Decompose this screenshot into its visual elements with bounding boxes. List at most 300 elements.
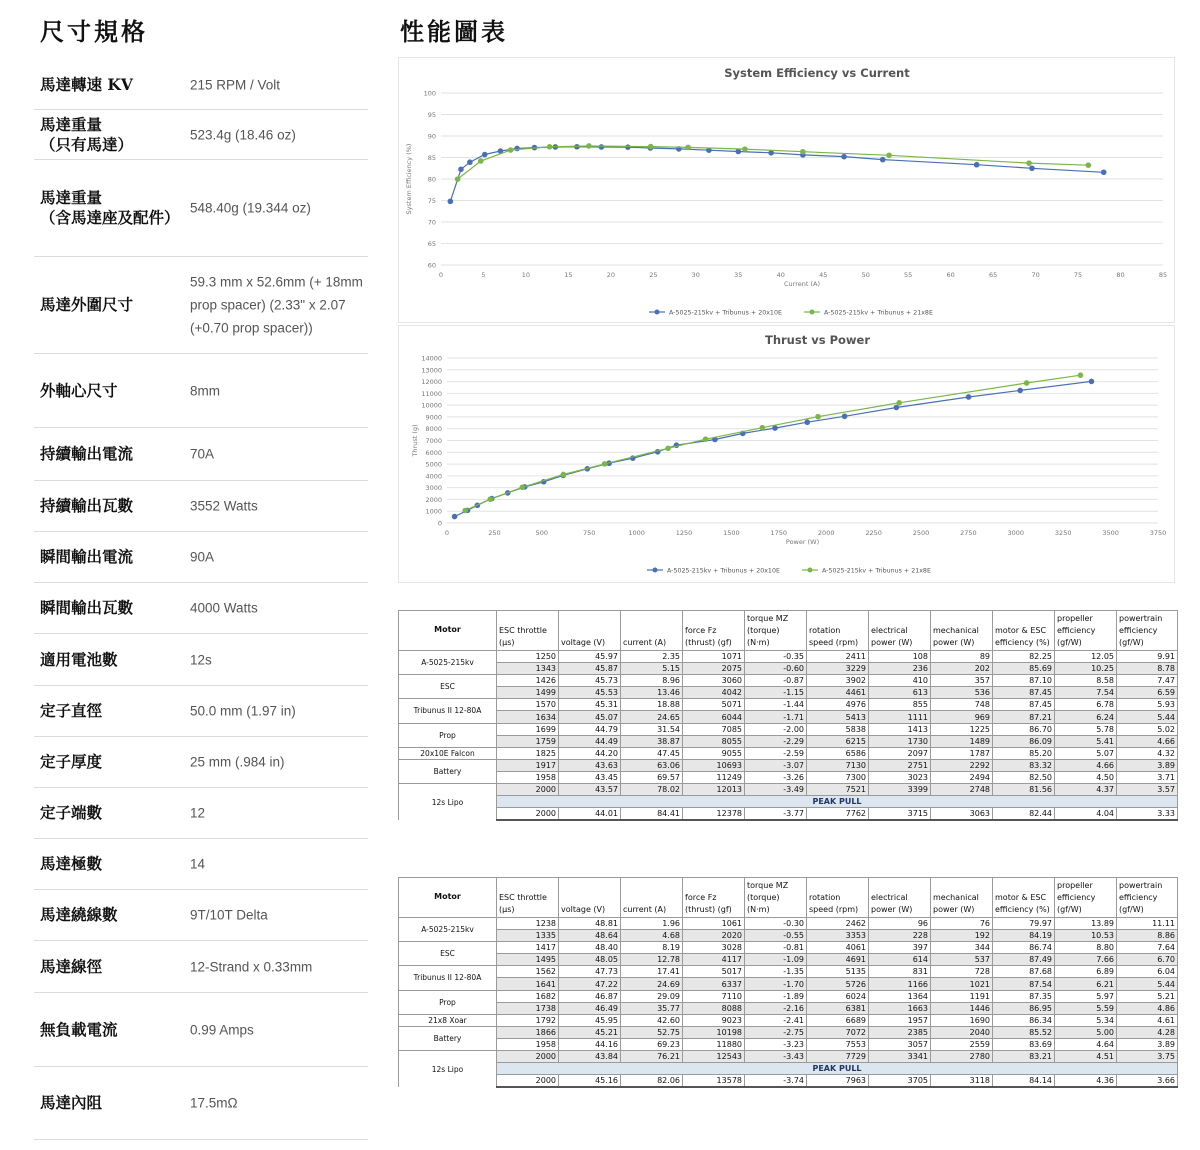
peak-cell: 82.06 bbox=[621, 1075, 683, 1088]
x-tick-label: 5 bbox=[481, 271, 486, 279]
table-cell: 1958 bbox=[497, 771, 559, 783]
table-cell: 63.06 bbox=[621, 759, 683, 771]
data-point bbox=[1078, 372, 1084, 378]
component-label: 20x10E Falcon bbox=[399, 747, 497, 759]
x-tick-label: 55 bbox=[904, 271, 913, 279]
x-tick-label: 75 bbox=[1073, 271, 1083, 279]
table-row bbox=[399, 711, 1178, 723]
x-tick-label: 65 bbox=[988, 271, 998, 279]
data-point bbox=[1029, 165, 1035, 171]
series-line bbox=[465, 375, 1080, 510]
table-cell: 1166 bbox=[869, 978, 931, 990]
table-cell: 1499 bbox=[497, 687, 559, 699]
column-header: torque MZ (torque) (N·m) bbox=[745, 878, 807, 918]
table-cell: 7.47 bbox=[1117, 675, 1178, 687]
table-cell: 43.84 bbox=[559, 1051, 621, 1063]
table-cell: 87.45 bbox=[993, 687, 1055, 699]
spec-row bbox=[34, 481, 368, 532]
data-point bbox=[842, 413, 848, 419]
table-cell: 7729 bbox=[807, 1051, 869, 1063]
table-cell: 5.93 bbox=[1117, 699, 1178, 711]
table-cell: 3057 bbox=[869, 1038, 931, 1050]
column-header: Motor bbox=[399, 878, 497, 918]
data-point bbox=[896, 400, 902, 406]
x-tick-label: 25 bbox=[649, 271, 658, 279]
data-point bbox=[561, 472, 567, 478]
spec-label: 定子端數 bbox=[40, 803, 103, 822]
spec-row bbox=[34, 1067, 368, 1140]
peak-cell: 3.33 bbox=[1117, 808, 1178, 821]
table-header-row bbox=[399, 878, 1178, 918]
data-point bbox=[974, 162, 980, 168]
x-tick-label: 500 bbox=[535, 529, 549, 537]
data-point bbox=[966, 394, 972, 400]
table-cell: 3023 bbox=[869, 771, 931, 783]
table-row bbox=[399, 808, 1178, 821]
table-cell: 1071 bbox=[683, 651, 745, 663]
table-cell: 1.96 bbox=[621, 918, 683, 930]
table-cell: 13.89 bbox=[1055, 918, 1117, 930]
table-cell: -1.70 bbox=[745, 978, 807, 990]
table-cell: 1225 bbox=[931, 723, 993, 735]
component-label: 12s Lipo bbox=[399, 784, 497, 821]
table-cell: -3.26 bbox=[745, 771, 807, 783]
table-cell: -2.16 bbox=[745, 1002, 807, 1014]
table-cell: 3341 bbox=[869, 1051, 931, 1063]
x-tick-label: 70 bbox=[1031, 271, 1040, 279]
table-cell: 52.75 bbox=[621, 1026, 683, 1038]
table-cell: 44.16 bbox=[559, 1038, 621, 1050]
table-row bbox=[399, 687, 1178, 699]
table-cell: 1413 bbox=[869, 723, 931, 735]
spec-row bbox=[34, 993, 368, 1067]
table-cell: 87.35 bbox=[993, 990, 1055, 1002]
legend-label: A-5025-215kv + Tribunus + 20x10E bbox=[669, 309, 782, 317]
table-cell: 17.41 bbox=[621, 966, 683, 978]
table-cell: 45.21 bbox=[559, 1026, 621, 1038]
y-tick-label: 2000 bbox=[425, 495, 442, 504]
data-point bbox=[1089, 379, 1095, 385]
table-cell: -2.29 bbox=[745, 735, 807, 747]
table-cell: 6.21 bbox=[1055, 978, 1117, 990]
x-tick-label: 3000 bbox=[1007, 529, 1025, 537]
component-label: Prop bbox=[399, 723, 497, 747]
table-row bbox=[399, 699, 1178, 711]
x-tick-label: 1750 bbox=[770, 529, 788, 537]
data-point bbox=[894, 405, 900, 411]
table-cell: 87.54 bbox=[993, 978, 1055, 990]
table-row bbox=[399, 771, 1178, 783]
table-cell: 44.49 bbox=[559, 735, 621, 747]
x-tick-label: 250 bbox=[488, 529, 501, 537]
spec-label: 適用電池數 bbox=[40, 649, 118, 669]
peak-cell: 2000 bbox=[497, 1075, 559, 1088]
table-cell: 1335 bbox=[497, 930, 559, 942]
table-cell: 1250 bbox=[497, 651, 559, 663]
table-cell: 6.04 bbox=[1117, 966, 1178, 978]
table-cell: 1787 bbox=[931, 747, 993, 759]
y-tick-label: 1000 bbox=[425, 507, 442, 516]
table-cell: 4.61 bbox=[1117, 1014, 1178, 1026]
table-cell: 5.41 bbox=[1055, 735, 1117, 747]
table-row bbox=[399, 1014, 1178, 1026]
data-point bbox=[880, 157, 886, 163]
table-cell: -1.89 bbox=[745, 990, 807, 1002]
table-cell: 48.40 bbox=[559, 942, 621, 954]
series-line bbox=[450, 147, 1103, 202]
table-cell: 1730 bbox=[869, 735, 931, 747]
table-cell: 7553 bbox=[807, 1038, 869, 1050]
table-cell: 5071 bbox=[683, 699, 745, 711]
table-cell: 4.86 bbox=[1117, 1002, 1178, 1014]
spec-value: 548.40g (19.344 oz) bbox=[190, 200, 311, 216]
table-cell: 1738 bbox=[497, 1002, 559, 1014]
data-point bbox=[586, 143, 592, 149]
table-cell: 1417 bbox=[497, 942, 559, 954]
table-cell: 108 bbox=[869, 651, 931, 663]
spec-label: 馬達外圍尺寸 bbox=[40, 295, 134, 314]
y-tick-label: 5000 bbox=[425, 460, 442, 469]
data-point bbox=[487, 496, 493, 502]
table-cell: 12.78 bbox=[621, 954, 683, 966]
table-cell: 87.45 bbox=[993, 699, 1055, 711]
table-cell: -1.44 bbox=[745, 699, 807, 711]
table-cell: 47.73 bbox=[559, 966, 621, 978]
x-tick-label: 15 bbox=[564, 271, 573, 279]
table-row bbox=[399, 784, 1178, 796]
y-tick-label: 12000 bbox=[421, 378, 442, 387]
x-tick-label: 20 bbox=[606, 271, 616, 279]
x-tick-label: 1500 bbox=[723, 529, 740, 537]
legend-label: A-5025-215kv + Tribunus + 21x8E bbox=[822, 567, 931, 575]
table-cell: 1866 bbox=[497, 1026, 559, 1038]
table-cell: 6381 bbox=[807, 1002, 869, 1014]
spec-row bbox=[34, 941, 368, 993]
table-cell: 2494 bbox=[931, 771, 993, 783]
table-cell: 4.64 bbox=[1055, 1038, 1117, 1050]
component-label: ESC bbox=[399, 942, 497, 966]
column-header: torque MZ (torque) (N·m) bbox=[745, 611, 807, 651]
y-tick-label: 10000 bbox=[421, 401, 442, 410]
column-header: electrical power (W) bbox=[869, 611, 931, 651]
table-cell: -1.71 bbox=[745, 711, 807, 723]
table-row bbox=[399, 978, 1178, 990]
table-cell: 6.59 bbox=[1117, 687, 1178, 699]
data-point bbox=[448, 199, 454, 205]
table-cell: 12013 bbox=[683, 784, 745, 796]
table-cell: 3.89 bbox=[1117, 1038, 1178, 1050]
table-cell: 3399 bbox=[869, 784, 931, 796]
data-point bbox=[599, 144, 605, 150]
data-point bbox=[815, 414, 821, 420]
table-cell: 6.78 bbox=[1055, 699, 1117, 711]
table-cell: 48.64 bbox=[559, 930, 621, 942]
spec-label: 持續輸出電流 bbox=[40, 444, 134, 463]
table-cell: 5.34 bbox=[1055, 1014, 1117, 1026]
y-tick-label: 70 bbox=[427, 218, 436, 227]
peak-cell: 3705 bbox=[869, 1075, 931, 1088]
table-cell: 537 bbox=[931, 954, 993, 966]
x-tick-label: 50 bbox=[861, 271, 870, 279]
y-tick-label: 4000 bbox=[425, 472, 442, 481]
data-point bbox=[800, 149, 806, 155]
table-cell: 1562 bbox=[497, 966, 559, 978]
column-header: mechanical power (W) bbox=[931, 878, 993, 918]
table-cell: 6024 bbox=[807, 990, 869, 1002]
efficiency-chart-svg bbox=[399, 58, 1176, 324]
y-tick-label: 90 bbox=[427, 132, 436, 141]
x-tick-label: 40 bbox=[776, 271, 785, 279]
table-cell: 8.58 bbox=[1055, 675, 1117, 687]
table-cell: 1343 bbox=[497, 663, 559, 675]
x-tick-label: 10 bbox=[521, 271, 531, 279]
column-header: force Fz (thrust) (gf) bbox=[683, 611, 745, 651]
x-tick-label: 2000 bbox=[817, 529, 835, 537]
column-header: powertrain efficiency (gf/W) bbox=[1117, 611, 1178, 651]
table-cell: 1364 bbox=[869, 990, 931, 1002]
data-point bbox=[508, 147, 514, 153]
table-cell: 84.19 bbox=[993, 930, 1055, 942]
table-cell: 2000 bbox=[497, 784, 559, 796]
table-cell: -2.59 bbox=[745, 747, 807, 759]
table-cell: 43.45 bbox=[559, 771, 621, 783]
table-cell: 11.11 bbox=[1117, 918, 1178, 930]
y-tick-label: 11000 bbox=[421, 389, 442, 398]
table-cell: -3.49 bbox=[745, 784, 807, 796]
spec-label: 持續輸出瓦數 bbox=[40, 496, 134, 515]
table-cell: 6044 bbox=[683, 711, 745, 723]
x-axis-label: Power (W) bbox=[785, 538, 820, 546]
spec-value: 50.0 mm (1.97 in) bbox=[190, 703, 296, 719]
y-axis-label: System Efficiency (%) bbox=[405, 143, 413, 215]
table-cell: -1.35 bbox=[745, 966, 807, 978]
data-point bbox=[514, 146, 520, 152]
table-cell: 4.68 bbox=[621, 930, 683, 942]
table-cell: 87.10 bbox=[993, 675, 1055, 687]
table-cell: 1634 bbox=[497, 711, 559, 723]
legend-label: A-5025-215kv + Tribunus + 20x10E bbox=[667, 567, 780, 575]
table-cell: 46.49 bbox=[559, 1002, 621, 1014]
data-point bbox=[482, 152, 488, 158]
peak-cell: 82.44 bbox=[993, 808, 1055, 821]
table-cell: 1690 bbox=[931, 1014, 993, 1026]
table-cell: 5.59 bbox=[1055, 1002, 1117, 1014]
table-cell: 4061 bbox=[807, 942, 869, 954]
table-cell: 5838 bbox=[807, 723, 869, 735]
table-cell: 2411 bbox=[807, 651, 869, 663]
table-row bbox=[399, 1026, 1178, 1038]
spec-value: 9T/10T Delta bbox=[190, 907, 268, 923]
table-cell: 5.97 bbox=[1055, 990, 1117, 1002]
spec-row bbox=[34, 737, 368, 788]
spec-label: 瞬間輸出瓦數 bbox=[40, 598, 134, 617]
component-label: ESC bbox=[399, 675, 497, 699]
table-cell: 3060 bbox=[683, 675, 745, 687]
component-label: A-5025-215kv bbox=[399, 651, 497, 675]
table-cell: 13.46 bbox=[621, 687, 683, 699]
table-cell: 6215 bbox=[807, 735, 869, 747]
table-cell: 1641 bbox=[497, 978, 559, 990]
table-cell: 728 bbox=[931, 966, 993, 978]
table-cell: 5017 bbox=[683, 966, 745, 978]
x-tick-label: 2750 bbox=[960, 529, 977, 537]
table-cell: 8.80 bbox=[1055, 942, 1117, 954]
table-cell: 2040 bbox=[931, 1026, 993, 1038]
table-cell: 82.50 bbox=[993, 771, 1055, 783]
column-header: propeller efficiency (gf/W) bbox=[1055, 611, 1117, 651]
spec-label: 馬達轉速 KV bbox=[40, 74, 133, 94]
component-label: 12s Lipo bbox=[399, 1051, 497, 1088]
table-cell: 3.75 bbox=[1117, 1051, 1178, 1063]
table-cell: 31.54 bbox=[621, 723, 683, 735]
legend-marker bbox=[808, 568, 813, 573]
table-cell: 1825 bbox=[497, 747, 559, 759]
table-row bbox=[399, 1038, 1178, 1050]
table-cell: 86.95 bbox=[993, 1002, 1055, 1014]
table-cell: 85.20 bbox=[993, 747, 1055, 759]
spec-label: 定子直徑 bbox=[40, 701, 103, 720]
table-cell: 3.71 bbox=[1117, 771, 1178, 783]
y-tick-label: 95 bbox=[427, 111, 436, 119]
data-point bbox=[648, 144, 654, 150]
table-cell: 81.56 bbox=[993, 784, 1055, 796]
spec-value: 0.99 Amps bbox=[190, 1022, 254, 1037]
y-tick-label: 8000 bbox=[425, 425, 442, 434]
table-cell: 5135 bbox=[807, 966, 869, 978]
data-point bbox=[685, 145, 691, 151]
table-cell: 2462 bbox=[807, 918, 869, 930]
table-cell: 1238 bbox=[497, 918, 559, 930]
spec-label: 無負載電流 bbox=[40, 1019, 118, 1039]
table-cell: 3.89 bbox=[1117, 759, 1178, 771]
table-cell: 6.89 bbox=[1055, 966, 1117, 978]
peak-cell: -3.77 bbox=[745, 808, 807, 821]
spec-label: 馬達繞線數 bbox=[40, 905, 118, 924]
column-header: rotation speed (rpm) bbox=[807, 611, 869, 651]
table-cell: -0.60 bbox=[745, 663, 807, 675]
table-cell: 1957 bbox=[869, 1014, 931, 1026]
spec-value: 59.3 mm x 52.6mm (+ 18mm prop spacer) (2.33" x 2.07 (+0.70 prop spacer)) bbox=[190, 274, 363, 336]
table-cell: 8.96 bbox=[621, 675, 683, 687]
table-cell: 831 bbox=[869, 966, 931, 978]
peak-cell: -3.74 bbox=[745, 1075, 807, 1088]
table-row bbox=[399, 735, 1178, 747]
spec-label: 外軸心尺寸 bbox=[40, 380, 118, 400]
table-cell: 45.87 bbox=[559, 663, 621, 675]
spec-value: 25 mm (.984 in) bbox=[190, 754, 285, 770]
column-header: ESC throttle (µs) bbox=[497, 611, 559, 651]
table-cell: 7110 bbox=[683, 990, 745, 1002]
spec-row bbox=[34, 428, 368, 481]
data-point bbox=[742, 146, 748, 152]
data-point bbox=[886, 152, 892, 158]
component-label: Tribunus II 12-80A bbox=[399, 699, 497, 723]
table-cell: 3229 bbox=[807, 663, 869, 675]
table-cell: -2.75 bbox=[745, 1026, 807, 1038]
column-header: propeller efficiency (gf/W) bbox=[1055, 878, 1117, 918]
table-cell: 7072 bbox=[807, 1026, 869, 1038]
efficiency-chart bbox=[398, 57, 1175, 323]
x-tick-label: 1250 bbox=[675, 529, 693, 537]
table-cell: 4.66 bbox=[1117, 735, 1178, 747]
peak-cell: 3063 bbox=[931, 808, 993, 821]
peak-cell: 84.41 bbox=[621, 808, 683, 821]
table-cell: 5413 bbox=[807, 711, 869, 723]
peak-cell: 4.04 bbox=[1055, 808, 1117, 821]
table-cell: 614 bbox=[869, 954, 931, 966]
thrust-chart bbox=[398, 325, 1175, 583]
table-cell: 8.86 bbox=[1117, 930, 1178, 942]
thrust-chart-svg bbox=[399, 326, 1176, 584]
table-cell: 5.00 bbox=[1055, 1026, 1117, 1038]
y-tick-label: 7000 bbox=[425, 437, 442, 445]
table-cell: 192 bbox=[931, 930, 993, 942]
spec-label: 馬達內阻 bbox=[40, 1093, 103, 1112]
table-cell: -0.35 bbox=[745, 651, 807, 663]
table-cell: 86.09 bbox=[993, 735, 1055, 747]
column-header: electrical power (W) bbox=[869, 878, 931, 918]
y-tick-label: 3000 bbox=[425, 484, 442, 493]
peak-pull-label: PEAK PULL bbox=[497, 1063, 1178, 1075]
data-point bbox=[519, 485, 525, 491]
table-cell: 969 bbox=[931, 711, 993, 723]
table-cell: 8088 bbox=[683, 1002, 745, 1014]
table-cell: 2.35 bbox=[621, 651, 683, 663]
spec-value: 8mm bbox=[190, 383, 220, 398]
table-cell: 7.66 bbox=[1055, 954, 1117, 966]
table-cell: 6689 bbox=[807, 1014, 869, 1026]
table-cell: 45.31 bbox=[559, 699, 621, 711]
table-cell: 42.60 bbox=[621, 1014, 683, 1026]
table-cell: 44.20 bbox=[559, 747, 621, 759]
spec-row bbox=[34, 839, 368, 890]
data-point bbox=[1017, 388, 1023, 394]
table-row bbox=[399, 723, 1178, 735]
table-cell: 748 bbox=[931, 699, 993, 711]
table-cell: 5.44 bbox=[1117, 711, 1178, 723]
table-cell: 2780 bbox=[931, 1051, 993, 1063]
component-label: Prop bbox=[399, 990, 497, 1014]
table-cell: 855 bbox=[869, 699, 931, 711]
data-point bbox=[462, 508, 468, 514]
table-cell: 12543 bbox=[683, 1051, 745, 1063]
y-tick-label: 80 bbox=[427, 175, 436, 184]
peak-cell: 13578 bbox=[683, 1075, 745, 1088]
data-point bbox=[467, 159, 473, 165]
table-cell: 5.02 bbox=[1117, 723, 1178, 735]
table-cell: 87.49 bbox=[993, 954, 1055, 966]
table-row bbox=[399, 675, 1178, 687]
y-tick-label: 14000 bbox=[421, 354, 442, 363]
y-tick-label: 65 bbox=[427, 240, 436, 248]
y-tick-label: 13000 bbox=[421, 366, 442, 375]
table-row bbox=[399, 954, 1178, 966]
y-tick-label: 85 bbox=[427, 154, 436, 162]
table-cell: 3353 bbox=[807, 930, 869, 942]
spec-row bbox=[34, 60, 368, 110]
table-cell: 24.65 bbox=[621, 711, 683, 723]
data-point bbox=[458, 167, 464, 173]
table-row bbox=[399, 759, 1178, 771]
table-cell: 38.87 bbox=[621, 735, 683, 747]
table-cell: -1.15 bbox=[745, 687, 807, 699]
peak-cell: 3118 bbox=[931, 1075, 993, 1088]
column-header: voltage (V) bbox=[559, 878, 621, 918]
table-cell: 1426 bbox=[497, 675, 559, 687]
y-axis-label: Thrust (g) bbox=[411, 424, 419, 457]
table-cell: 46.87 bbox=[559, 990, 621, 1002]
x-tick-label: 35 bbox=[734, 271, 743, 279]
